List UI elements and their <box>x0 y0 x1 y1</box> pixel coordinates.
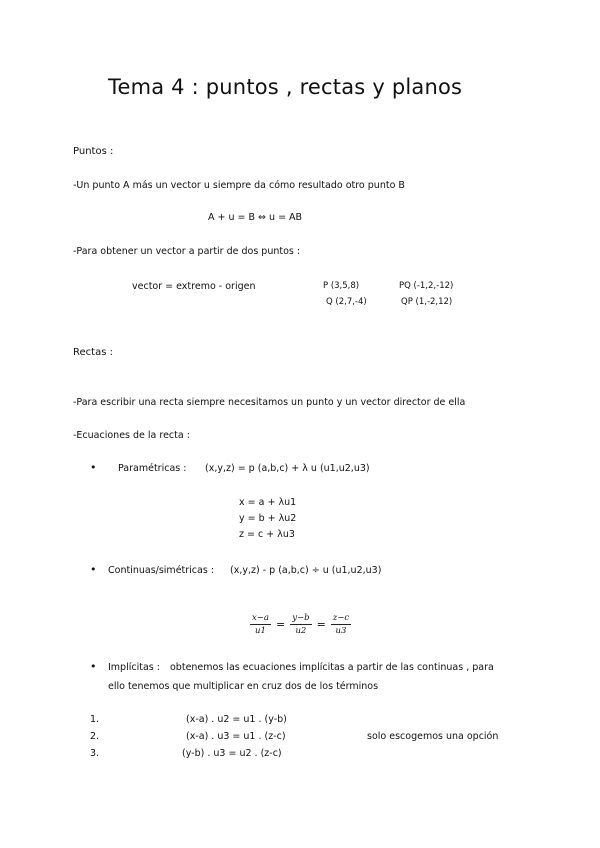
point-p: P (3,5,8) <box>323 281 360 291</box>
vector-pq: PQ (-1,2,-12) <box>399 281 454 291</box>
fraction-y <box>290 613 311 636</box>
puntos-line-1: -Un punto A más un vector u siempre da cómo resultado otro punto B <box>73 180 405 191</box>
vector-qp: QP (1,-2,12) <box>401 297 453 307</box>
implicitas-text-2: ello tenemos que multiplicar en cruz dos de los términos <box>108 681 379 692</box>
implicitas-note: solo escogemos una opción <box>367 731 499 742</box>
implicitas-text-1: obtenemos las ecuaciones implícitas a partir de las continuas , para <box>170 662 494 673</box>
fraction-x-numerator: x−a <box>252 613 269 623</box>
rectas-line-2: -Ecuaciones de la recta : <box>73 430 190 441</box>
fraction-x <box>250 613 271 636</box>
puntos-line-2: -Para obtener un vector a partir de dos puntos : <box>73 246 301 257</box>
equals-sign: = <box>316 618 326 631</box>
fraction-z-numerator: z−c <box>332 613 350 623</box>
puntos-formula: A + u = B ⇔ u = AB <box>208 212 303 223</box>
parametric-x: x = a + λu1 <box>239 497 297 508</box>
fraction-x-denominator: u1 <box>255 626 266 636</box>
parametricas-equation: (x,y,z) = p (a,b,c) + λ u (u1,u2,u3) <box>205 463 370 474</box>
bullet-implicitas: • <box>90 660 97 673</box>
continuas-equation: (x,y,z) - p (a,b,c) ÷ u (u1,u2,u3) <box>230 565 382 576</box>
item-equation-2: (x-a) . u3 = u1 . (z-c) <box>186 731 286 742</box>
page-title: Tema 4 : puntos , rectas y planos <box>108 75 463 99</box>
item-equation-1: (x-a) . u2 = u1 . (y-b) <box>186 714 287 725</box>
parametric-y: y = b + λu2 <box>239 513 297 524</box>
item-equation-3: (y-b) . u3 = u2 . (z-c) <box>182 748 282 759</box>
parametricas-label: Paramétricas : <box>118 463 187 474</box>
fraction-z <box>331 613 351 636</box>
fraction-y-numerator: y−b <box>292 613 310 623</box>
fraction-y-denominator: u2 <box>295 626 307 636</box>
item-number-3: 3. <box>90 748 100 759</box>
rectas-line-1: -Para escribir una recta siempre necesitamos un punto y un vector director de ella <box>73 397 466 408</box>
continuas-label: Continuas/simétricas : <box>108 565 215 576</box>
bullet-continuas: • <box>90 563 97 576</box>
continuas-fractions <box>250 613 351 636</box>
item-number-1: 1. <box>90 714 100 725</box>
equals-sign: = <box>275 618 286 631</box>
point-q: Q (2,7,-4) <box>326 297 367 307</box>
bullet-parametricas: • <box>90 461 97 474</box>
item-number-2: 2. <box>90 731 100 742</box>
rectas-heading: Rectas : <box>73 347 113 358</box>
puntos-heading: Puntos : <box>73 146 114 157</box>
fraction-z-denominator: u3 <box>335 626 347 636</box>
implicitas-label: Implícitas : <box>108 662 160 673</box>
vector-formula: vector = extremo - origen <box>132 281 256 292</box>
parametric-z: z = c + λu3 <box>239 529 295 540</box>
